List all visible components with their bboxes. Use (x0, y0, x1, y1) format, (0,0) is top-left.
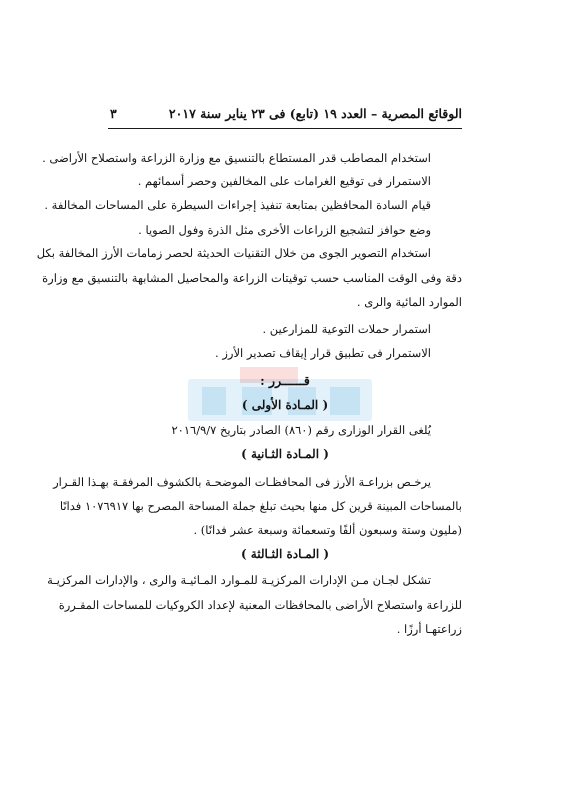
article-3-line2: للزراعة واستصلاح الأراضى بالمحافظات المعنية لإعداد الكروكيات للمساحات المقـررة (58, 598, 462, 612)
paragraph-awareness: استمرار حملات التوعية للمزارعين . (262, 322, 431, 336)
header-title: الوقائع المصرية – العدد ١٩ (تابع) فى ٢٣ يناير سنة ٢٠١٧ (168, 106, 462, 121)
paragraph-aerial-line2: دقة وفى الوقت المناسب حسب توقيتات الزراعة والمحاصيل المشابهة بالتنسيق مع وزارة (42, 271, 462, 285)
paragraph-governors: قيام السادة المحافظين بمتابعة تنفيذ إجراءات السيطرة على المساحات المخالفة . (44, 198, 431, 212)
decree-heading: قــــــرر : (260, 373, 310, 388)
header-rule (108, 128, 462, 129)
paragraph-terraces: استخدام المصاطب قدر المستطاع بالتنسيق مع وزارة الزراعة واستصلاح الأراضى . (42, 151, 431, 165)
article-2-line1: يرخـص بزراعـة الأرز فى المحافظـات الموضحـة بالكشوف المرفقـة بهـذا القـرار (53, 475, 431, 489)
article-3-heading: ( المـادة الثـالثة ) (240, 547, 330, 561)
paragraph-fines: الاستمرار فى توقيع الغرامات على المخالفين وحصر أسمائهم . (137, 174, 431, 188)
paragraph-export-ban: الاستمرار فى تطبيق قرار إيقاف تصدير الأرز . (215, 346, 431, 360)
article-2-line3: (مليون وستة وسبعون ألفًا وتسعمائة وسبعة عشر فدانًا) . (193, 523, 462, 537)
article-3-line1: تشكل لجـان مـن الإدارات المركزيـة للمـوارد المـائيـة والرى ، والإدارات المركزيـة (47, 573, 431, 587)
article-1-heading: ( المـادة الأولى ) (241, 398, 329, 412)
paragraph-incentives: وضع حوافز لتشجيع الزراعات الأخرى مثل الذرة وفول الصويا . (138, 223, 431, 237)
page-header (108, 106, 462, 126)
paragraph-aerial-line3: الموارد المائية والرى . (356, 295, 462, 309)
page-number: ٣ (110, 106, 117, 121)
article-3-line3: زراعتهـا أرزًا . (396, 622, 462, 636)
article-2-heading: ( المـادة الثـانية ) (241, 447, 329, 461)
paragraph-aerial-line1: استخدام التصوير الجوى من خلال التقنيات الحديثة لحصر زمامات الأرز المخالفة بكل (36, 246, 431, 260)
article-2-line2: بالمساحات المبينة قرين كل منها بحيث تبلغ جملة المساحة المصرح بها ١٠٧٦٩١٧ فدانًا (59, 499, 462, 513)
article-1-text: يُلغى القرار الوزارى رقم (٨٦٠) الصادر بتاريخ ٢٠١٦/٩/٧ (171, 423, 431, 437)
